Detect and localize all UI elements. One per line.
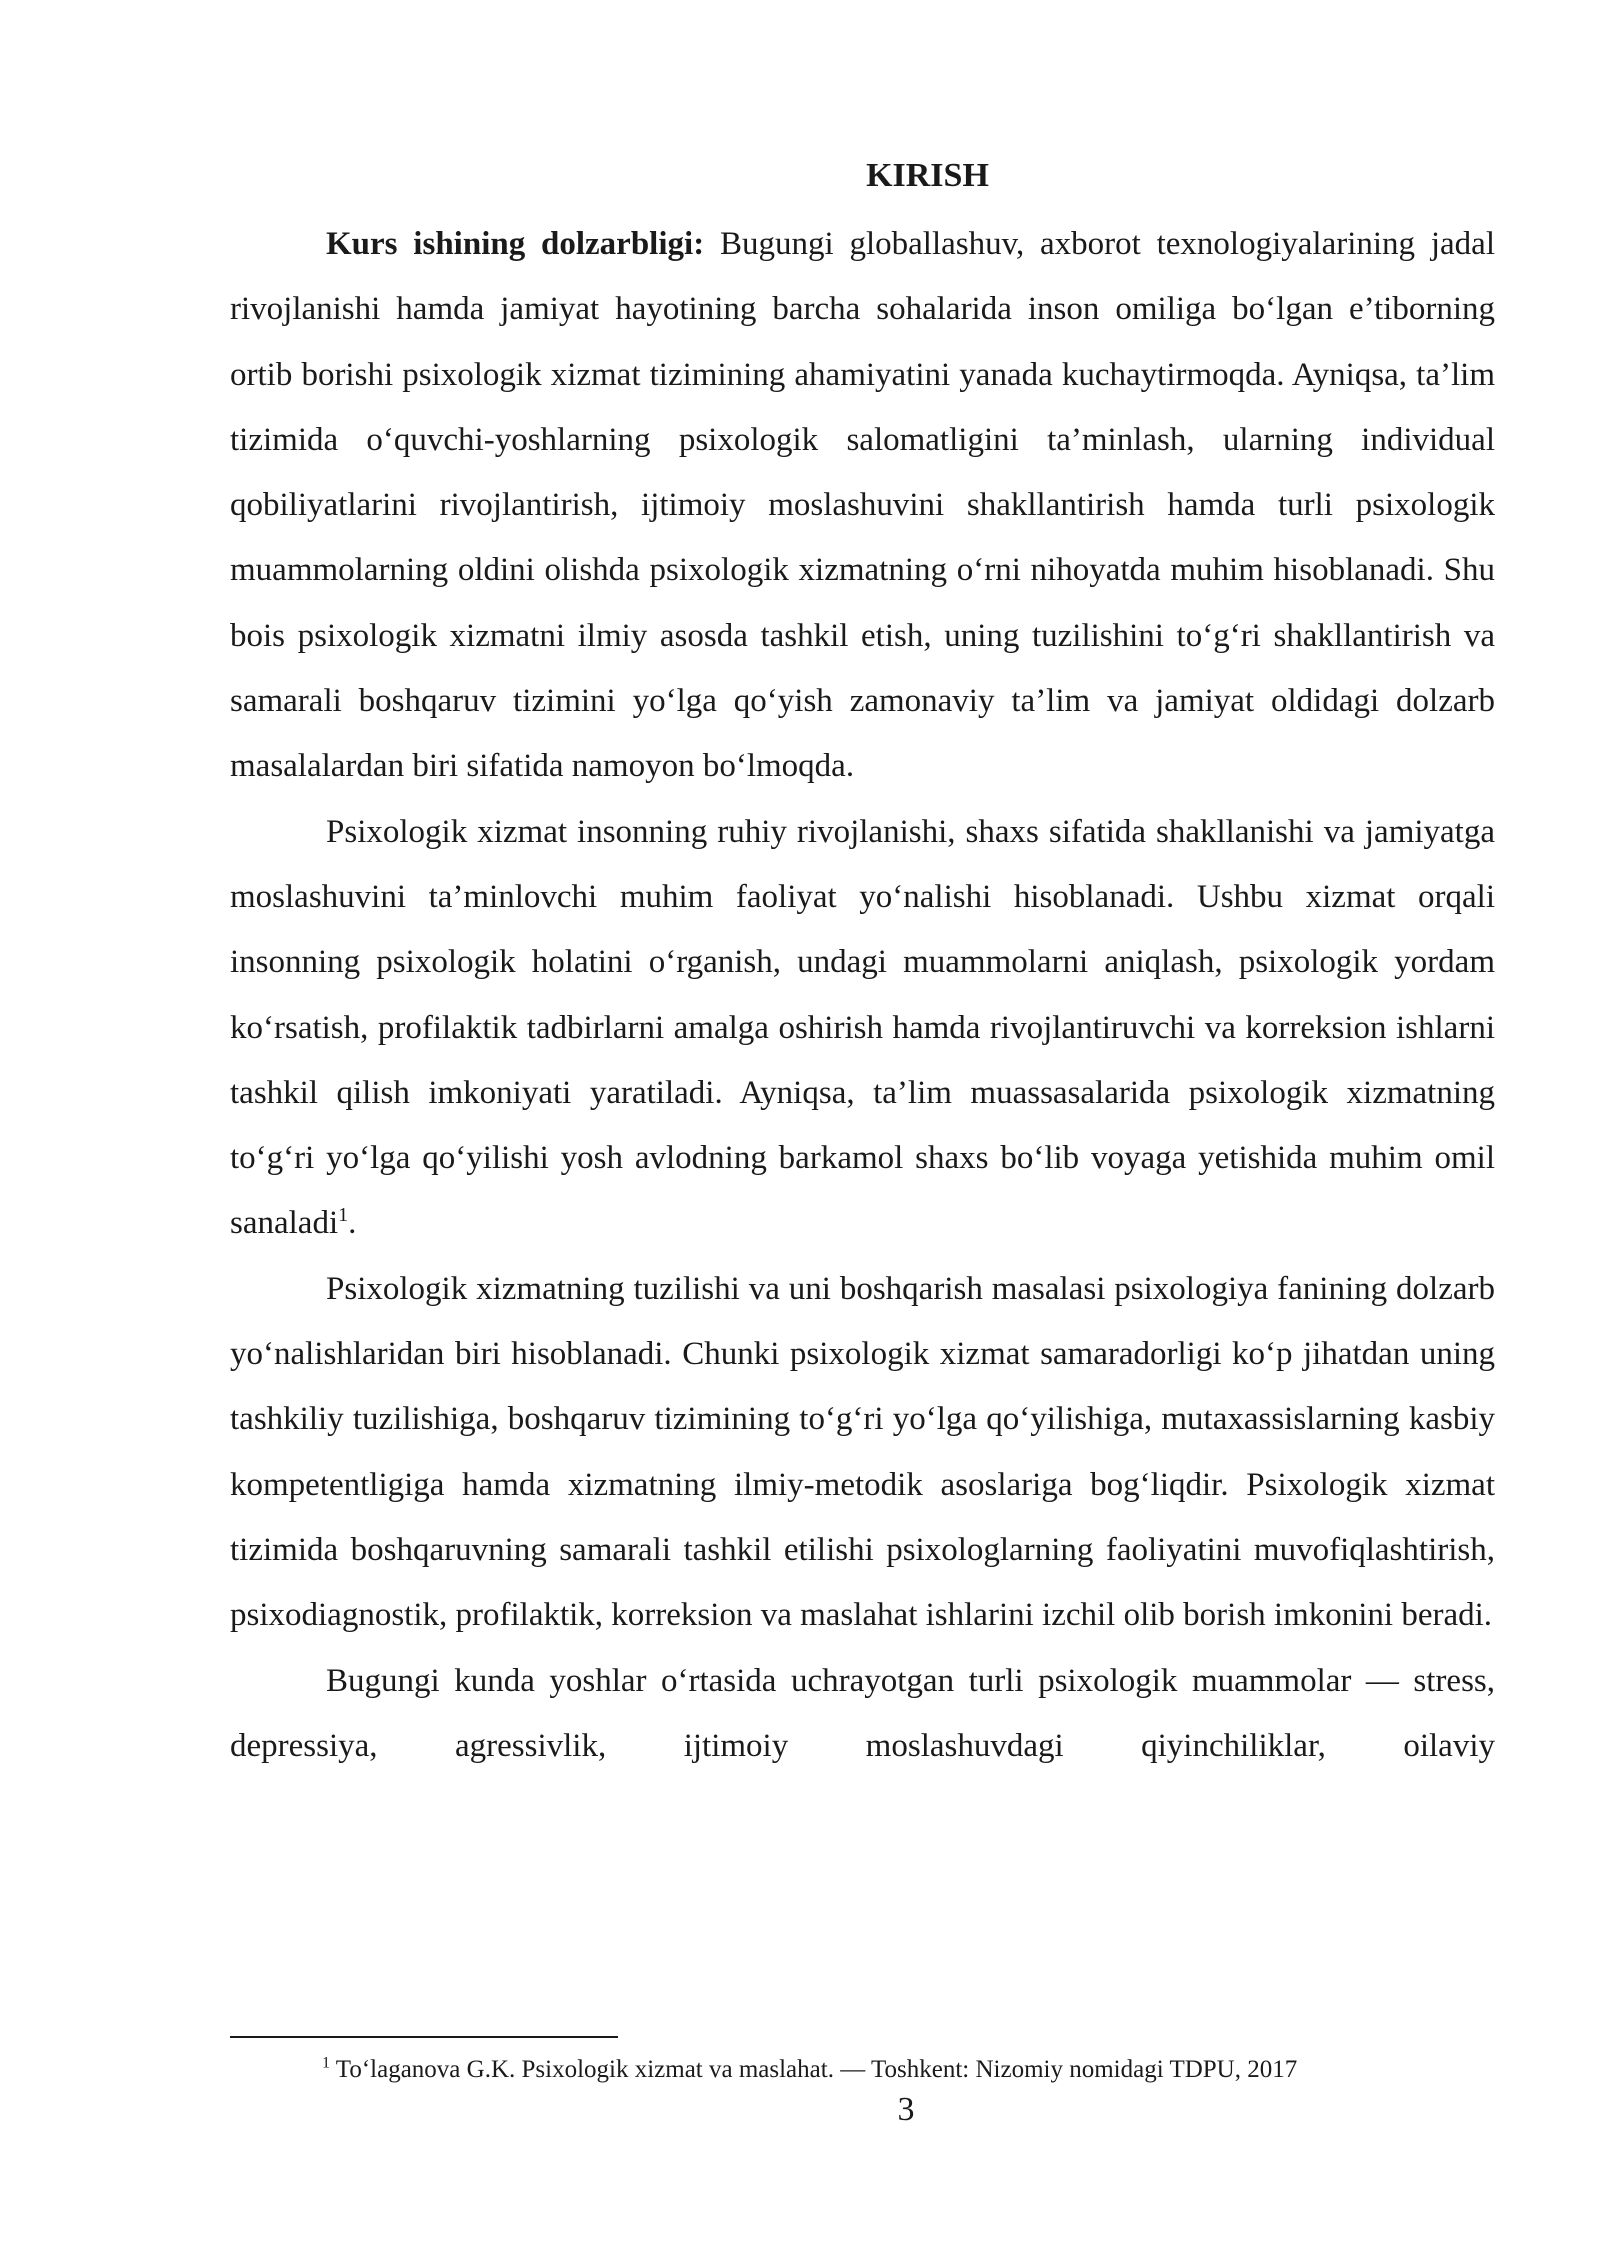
footnote-separator (230, 2036, 618, 2038)
paragraph-text: Psixologik xizmat insonning ruhiy rivojlanishi, shaxs sifatida shakllanishi va jamiyatga moslashuvini ta’minlovchi muhim faoliyat yoʻnalishi hisoblanadi. Ushbu xizmat orqali insonning psixologik holatini oʻrganish, undagi muammolarni aniqlash, psixologik yordam koʻrsatish, profilaktik tadbirlarni amalga oshirish hamda rivojlantiruvchi va korreksion ishlarni tashkil qilish imkoniyati yaratiladi. Ayniqsa, ta’lim muassasalarida psixologik xizmatning toʻgʻri yoʻlga qoʻyilishi yosh avlodning barkamol shaxs boʻlib voyaga yetishida muhim omil sanaladi (230, 813, 1495, 1242)
page-body (230, 148, 1495, 1779)
paragraph-text: Bugungi globallashuv, axborot texnologiyalarining jadal rivojlanishi hamda jamiyat hayotining barcha sohalarida inson omiliga boʻlgan e’tiborning ortib borishi psixologik xizmat tizimining ahamiyatini yanada kuchaytirmoqda. Ayniqsa, ta’lim tizimida oʻquvchi-yoshlarning psixologik salomatligini ta’minlash, ularning individual qobiliyatlarini rivojlantirish, ijtimoiy moslashuvini shakllantirish hamda turli psixologik muammolarning oldini olishda psixologik xizmatning oʻrni nihoyatda muhim hisoblanadi. Shu bois psixologik xizmatni ilmiy asosda tashkil etish, uning tuzilishini toʻgʻri shakllantirish va samarali boshqaruv tizimini yoʻlga qoʻyish zamonaviy ta’lim va jamiyat oldidagi dolzarb masalalardan biri sifatida namoyon boʻlmoqda. (230, 226, 1495, 785)
page-number: 3 (897, 2091, 915, 2128)
footnote-number: 1 (322, 2054, 330, 2072)
paragraph-text: Psixologik xizmatning tuzilishi va uni boshqarish masalasi psixologiya fanining dolzarb yoʻnalishlaridan biri hisoblanadi. Chunki psixologik xizmat samaradorligi koʻp jihatdan uning tashkiliy tuzilishiga, boshqaruv tizimining toʻgʻri yoʻlga qoʻyilishiga, mutaxassislarning kasbiy kompetentligiga hamda xizmatning ilmiy-metodik asoslariga bogʻliqdir. Psixologik xizmat tizimida boshqaruvning samarali tashkil etilishi psixologlarning faoliyatini muvofiqlashtirish, psixodiagnostik, profilaktik, korreksion va maslahat ishlarini izchil olib borish imkonini beradi. (230, 1270, 1495, 1634)
paragraph-3 (230, 1257, 1495, 1649)
paragraph-tail: . (348, 1205, 357, 1242)
paragraph-1 (230, 212, 1495, 800)
paragraph-4 (230, 1649, 1495, 1780)
footnote (322, 2054, 1297, 2086)
paragraph-lead: Kurs ishining dolzarbligi: (326, 226, 705, 262)
footnote-text: Toʻlaganova G.K. Psixologik xizmat va maslahat. — Toshkent: Nizomiy nomidagi TDPU, 2017 (330, 2056, 1298, 2083)
footnote-reference[interactable]: 1 (338, 1204, 349, 1227)
paragraph-2 (230, 800, 1495, 1257)
paragraph-text: Bugungi kunda yoshlar oʻrtasida uchrayotgan turli psixologik muammolar — stress, depressiya, agressivlik, ijtimoiy moslashuvdagi qiyinchiliklar, oilaviy (230, 1662, 1495, 1764)
section-heading: KIRISH (866, 157, 989, 194)
